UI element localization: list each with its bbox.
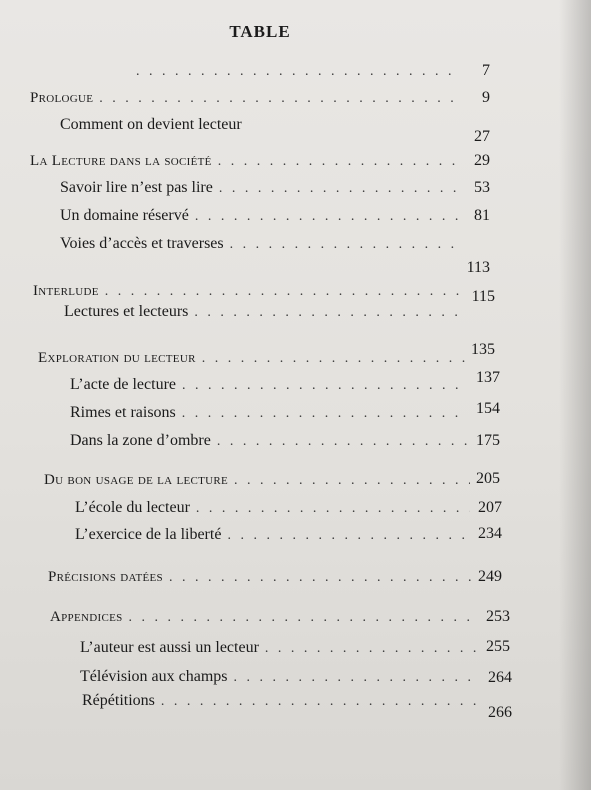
toc-label: Un domaine réservé <box>60 207 189 224</box>
toc-label: Comment on devient lecteur <box>60 116 242 133</box>
toc-page: 266 <box>488 704 512 721</box>
toc-label: Voies d’accès et traverses <box>60 235 224 252</box>
toc-label: Précisions datées <box>48 569 163 585</box>
toc-label: L’auteur est aussi un lecteur <box>80 639 259 656</box>
toc-page: 135 <box>471 341 495 358</box>
dot-leader <box>182 375 468 397</box>
toc-page: 253 <box>486 608 510 625</box>
toc-label: Appendices <box>50 609 123 625</box>
toc-entry-blank <box>130 60 490 82</box>
toc-entry <box>60 233 490 276</box>
toc-label: Du bon usage de la lecture <box>44 472 229 488</box>
dot-leader <box>195 206 458 228</box>
dot-leader <box>234 470 470 492</box>
dot-leader <box>182 403 468 425</box>
dot-leader <box>136 61 458 83</box>
toc-page: 249 <box>478 568 502 585</box>
dot-leader <box>194 302 463 324</box>
dot-leader <box>219 178 458 200</box>
toc-entry <box>64 301 495 358</box>
dot-leader <box>234 667 480 689</box>
toc-page: 29 <box>474 152 490 169</box>
dot-leader <box>202 348 468 370</box>
dot-leader <box>230 234 458 256</box>
toc-page: 264 <box>488 669 512 686</box>
toc-label: Savoir lire n’est pas lire <box>60 179 213 196</box>
toc-label: Exploration du lecteur <box>38 350 196 366</box>
toc-page: 205 <box>476 470 500 487</box>
page-title: TABLE <box>229 22 291 41</box>
toc-entry <box>60 205 490 227</box>
page-shadow <box>559 0 591 790</box>
dot-leader <box>161 691 480 713</box>
dot-leader <box>196 498 470 520</box>
toc-label: Rimes et raisons <box>70 404 176 421</box>
toc-page: 7 <box>482 62 490 79</box>
toc-page: 115 <box>471 288 495 305</box>
toc-page: 234 <box>478 525 502 542</box>
toc-page: 175 <box>476 432 500 449</box>
toc-page: 27 <box>474 128 490 145</box>
toc-page: 9 <box>482 89 490 106</box>
toc-entry-prologue <box>30 87 490 109</box>
dot-leader <box>218 151 458 173</box>
toc-label: L’acte de lecture <box>70 376 177 393</box>
dot-leader <box>129 607 478 629</box>
toc-label: Prologue <box>30 90 94 106</box>
toc-label: Dans la zone d’ombre <box>70 432 211 449</box>
dot-leader <box>227 525 470 547</box>
toc-label: Interlude <box>33 283 99 299</box>
toc-entry-section <box>33 280 495 305</box>
toc-page: 53 <box>474 179 490 196</box>
dot-leader <box>265 638 480 660</box>
toc-page: 81 <box>474 207 490 224</box>
toc-label: L’exercice de la liberté <box>75 526 222 543</box>
toc-entry <box>82 690 512 712</box>
dot-leader <box>99 88 458 110</box>
toc-label: Répétitions <box>82 692 155 709</box>
dot-leader <box>217 431 468 453</box>
toc-page: 113 <box>466 259 490 276</box>
dot-leader <box>105 281 463 303</box>
toc-entry <box>60 114 490 145</box>
toc-page: 207 <box>478 499 502 516</box>
toc-label: L’école du lecteur <box>75 499 190 516</box>
toc-entry-section <box>30 150 490 172</box>
toc-page: 255 <box>486 638 510 655</box>
toc-entry <box>60 177 490 199</box>
toc-label: La Lecture dans la société <box>30 153 212 169</box>
toc-page: 154 <box>476 400 500 417</box>
dot-leader <box>169 567 478 589</box>
toc-page: 137 <box>476 369 500 386</box>
toc-label: Télévision aux champs <box>80 668 228 685</box>
toc-label: Lectures et lecteurs <box>64 303 189 320</box>
